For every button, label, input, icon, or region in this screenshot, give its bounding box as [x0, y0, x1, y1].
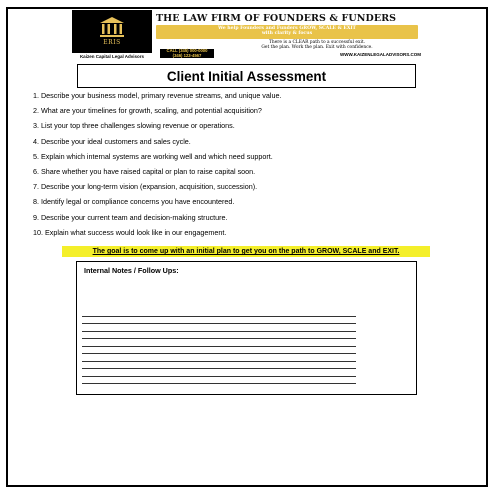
phone-line-2: (346) 123-4567 [172, 52, 202, 58]
page-title: Client Initial Assessment [166, 68, 327, 84]
note-line[interactable] [82, 346, 356, 347]
notes-box[interactable] [76, 261, 417, 395]
note-line[interactable] [82, 331, 356, 332]
page-title-box [77, 64, 416, 88]
slogan-line-2: with clarity & focus [261, 31, 313, 37]
note-line[interactable] [82, 383, 356, 384]
phone-box [160, 49, 214, 58]
question-item: 9. Describe your current team and decision-making structure. [33, 212, 228, 222]
note-line[interactable] [82, 368, 356, 369]
banner-title: THE LAW FIRM OF FOUNDERS & FUNDERS [156, 13, 397, 24]
website-url: WWW.KAIZENLEGALADVISORS.COM [340, 52, 421, 57]
banner-tagline [222, 40, 412, 50]
phone-line-1: CALL (345) 000-0000 [166, 48, 208, 53]
note-line[interactable] [82, 353, 356, 354]
question-item: 3. List your top three challenges slowing revenue or operations. [33, 121, 235, 131]
slogan-line-1: We help Founders and Funders GROW, SCALE & EXIT [218, 26, 356, 31]
notes-label: Internal Notes / Follow Ups: [84, 266, 179, 275]
note-line[interactable] [82, 361, 356, 362]
logo-name: ERIS [103, 39, 121, 46]
question-item: 6. Share whether you have raised capital or plan to raise capital soon. [33, 166, 256, 176]
website [338, 52, 420, 57]
tagline-line-1: There is a CLEAR path to a successful exit. [268, 40, 366, 45]
goal-statement: The goal is to come up with an initial plan to get you on the path to GROW, SCALE and EXIT. [62, 246, 430, 257]
question-item: 4. Describe your ideal customers and sales cycle. [33, 136, 191, 146]
note-line[interactable] [82, 338, 356, 339]
question-list [33, 91, 463, 243]
question-item: 5. Explain which internal systems are working well and which need support. [33, 151, 273, 161]
tagline-line-2: Get the plan. Work the plan. Exit with confidence. [261, 45, 373, 50]
note-line[interactable] [82, 376, 356, 377]
question-item: 1. Describe your business model, primary revenue streams, and unique value. [33, 91, 282, 100]
question-item: 10. Explain what success would look like in our engagement. [33, 227, 227, 237]
firm-logo [72, 10, 152, 60]
note-line[interactable] [82, 323, 356, 324]
note-line[interactable] [82, 316, 356, 317]
question-item: 8. Identify legal or compliance concerns you have encountered. [33, 197, 235, 207]
header-banner [72, 10, 420, 60]
logo-caption: Kaizen Capital Legal Advisors [72, 53, 152, 61]
question-item: 2. What are your timelines for growth, scaling, and potential acquisition? [33, 106, 262, 116]
pillars-icon [99, 16, 125, 38]
question-item: 7. Describe your long-term vision (expansion, acquisition, succession). [33, 182, 258, 192]
banner-slogan [156, 25, 418, 39]
